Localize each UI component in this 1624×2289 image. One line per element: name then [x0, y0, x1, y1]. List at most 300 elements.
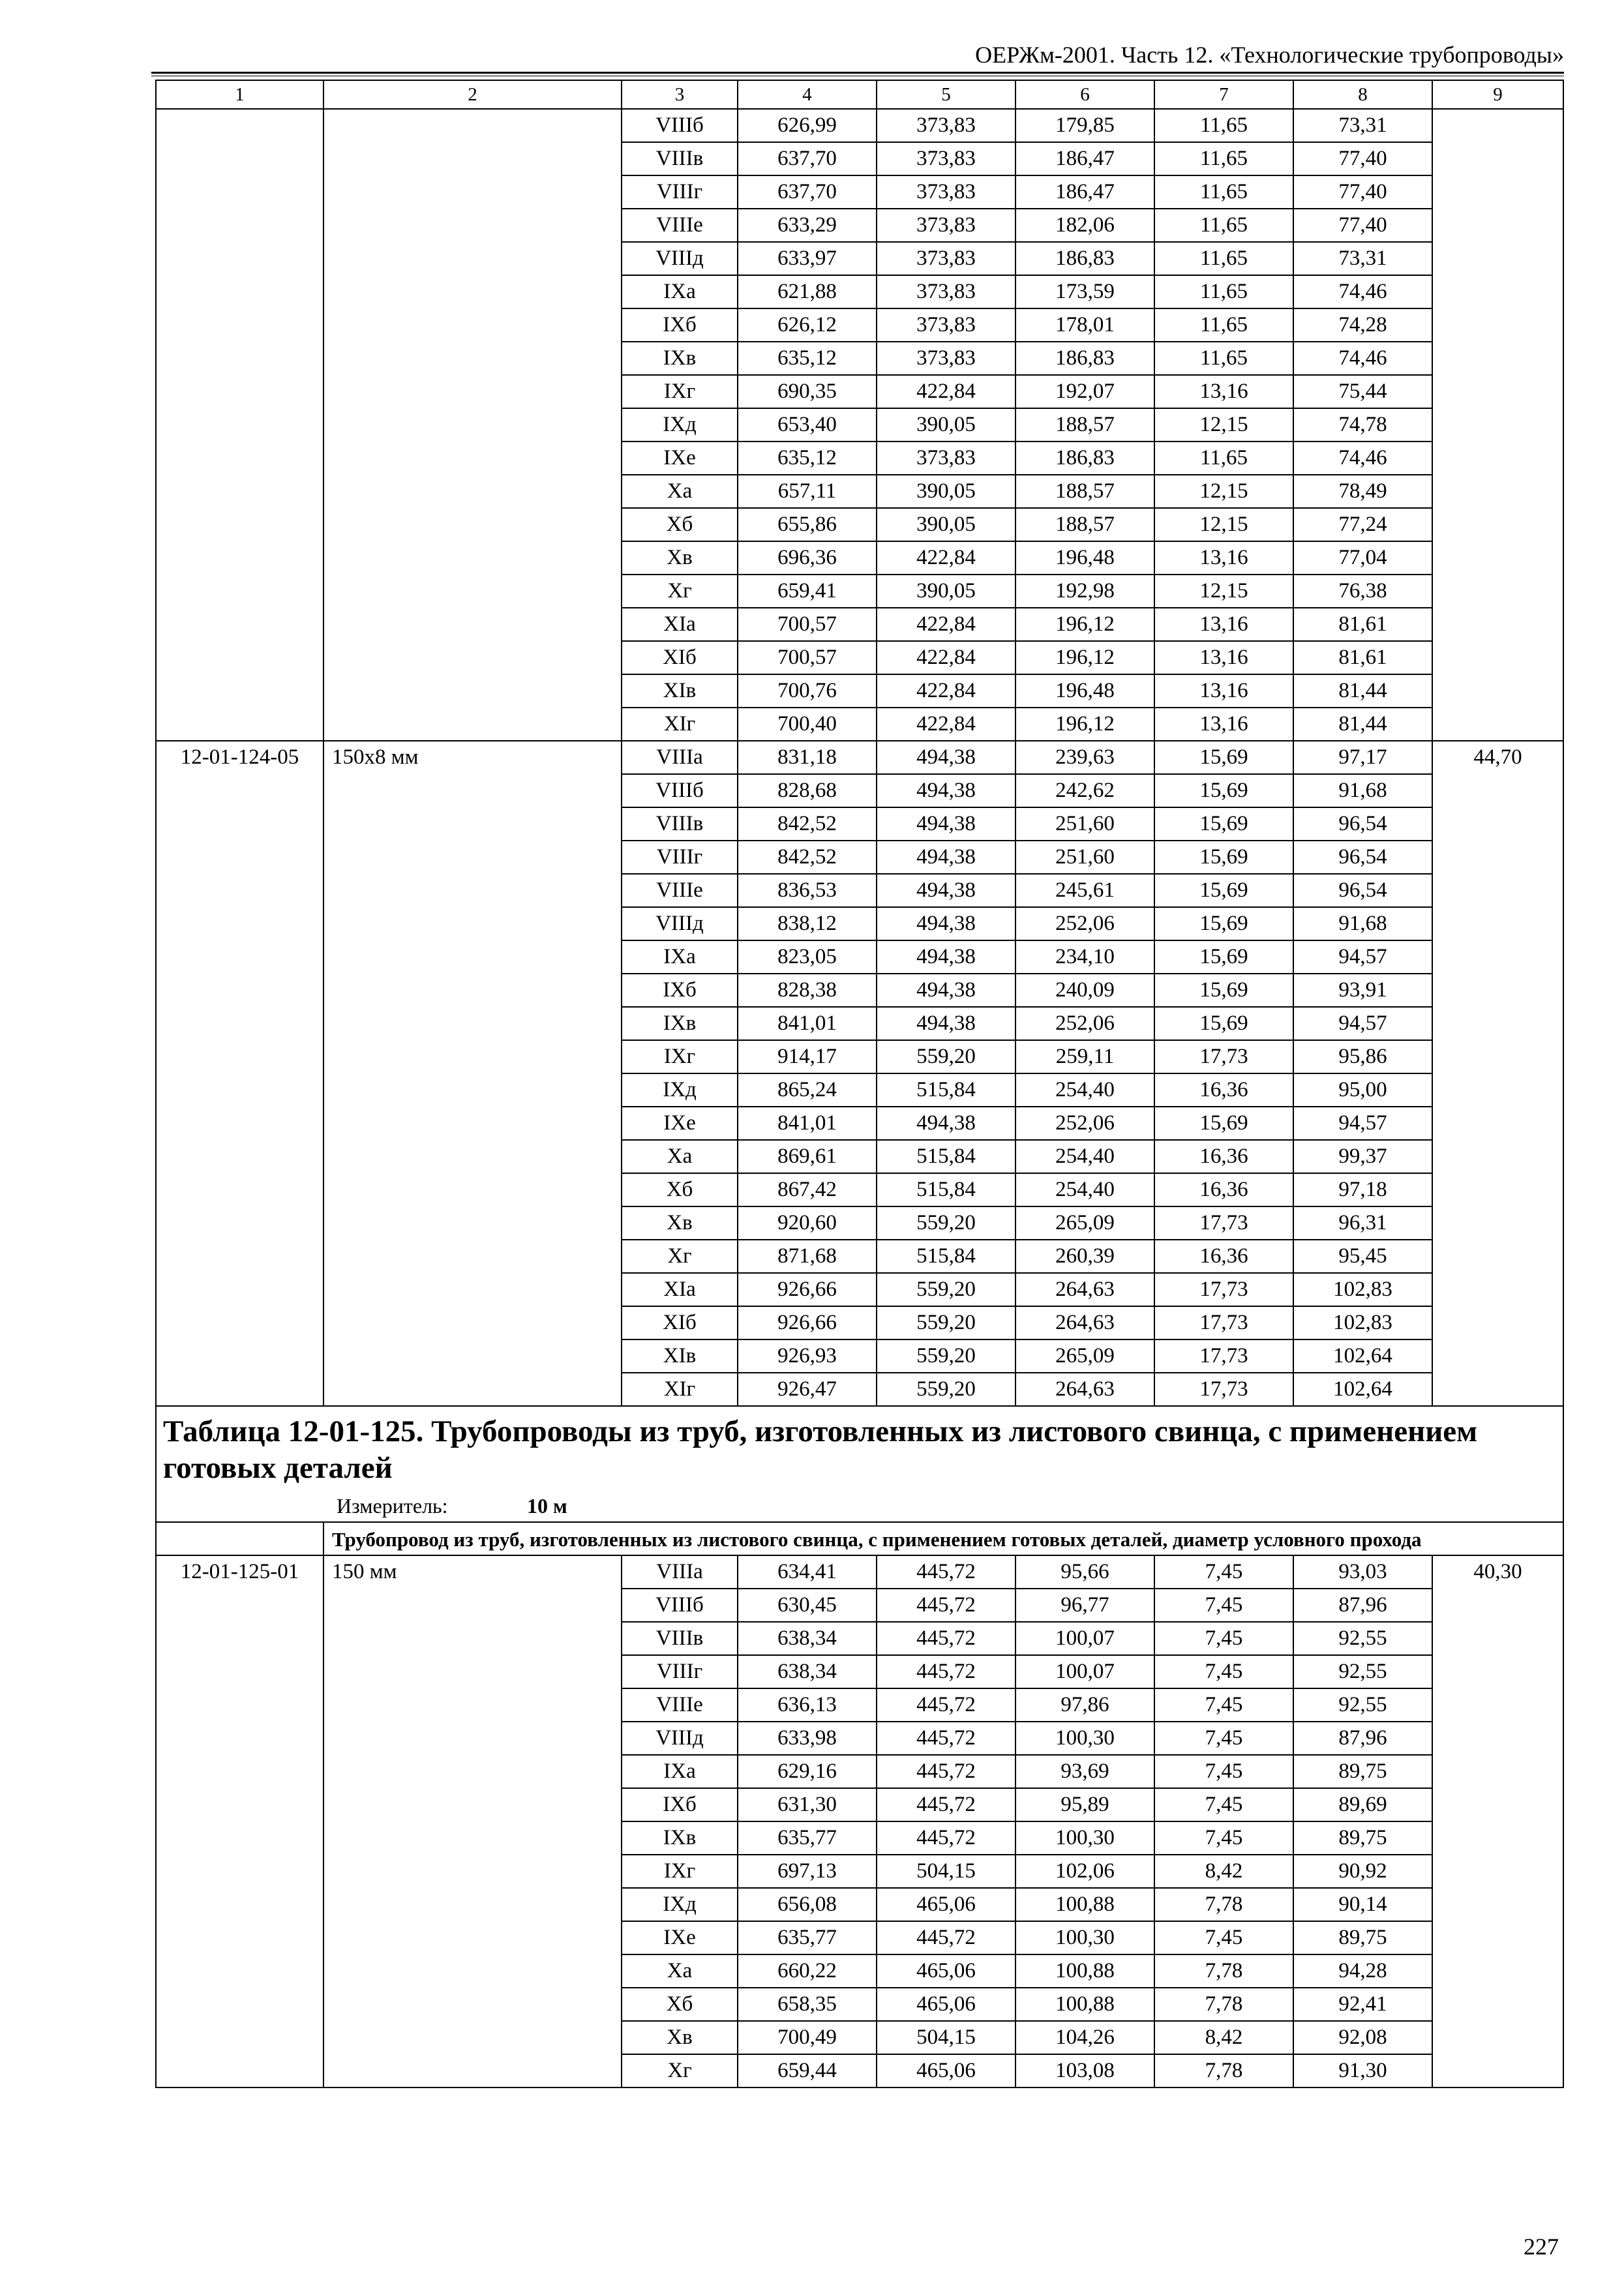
value-cell: 633,29 [738, 209, 877, 242]
value-cell: 445,72 [877, 1788, 1015, 1821]
value-cell: 93,91 [1293, 974, 1432, 1007]
value-cell: 373,83 [877, 142, 1015, 175]
value-cell: 74,46 [1293, 342, 1432, 375]
zone-cell: IXг [622, 1855, 738, 1888]
page-header: ОЕРЖм-2001. Часть 12. «Технологические трубопроводы» [975, 42, 1564, 68]
value-cell: 657,11 [738, 475, 877, 508]
value-cell: 373,83 [877, 342, 1015, 375]
value-cell: 7,45 [1154, 1755, 1293, 1788]
value-cell: 100,88 [1015, 1954, 1154, 1988]
value-cell: 103,08 [1015, 2054, 1154, 2087]
value-cell: 494,38 [877, 907, 1015, 940]
value-cell: 87,96 [1293, 1722, 1432, 1755]
value-cell: 245,61 [1015, 874, 1154, 907]
zone-cell: VIIIв [622, 142, 738, 175]
value-cell: 196,12 [1015, 708, 1154, 741]
value-cell: 7,45 [1154, 1722, 1293, 1755]
value-cell: 95,89 [1015, 1788, 1154, 1821]
value-cell: 15,69 [1154, 974, 1293, 1007]
zone-cell: VIIIв [622, 1622, 738, 1655]
value-cell: 73,31 [1293, 109, 1432, 142]
item-code [156, 109, 323, 741]
zone-cell: Xв [622, 2021, 738, 2054]
value-cell: 629,16 [738, 1755, 877, 1788]
value-cell: 7,45 [1154, 1622, 1293, 1655]
value-cell: 77,40 [1293, 142, 1432, 175]
value-cell: 831,18 [738, 741, 877, 774]
zone-cell: IXб [622, 974, 738, 1007]
value-cell: 7,78 [1154, 1888, 1293, 1921]
value-cell: 178,01 [1015, 308, 1154, 342]
value-cell: 93,69 [1015, 1755, 1154, 1788]
value-cell: 7,78 [1154, 2054, 1293, 2087]
value-cell: 100,30 [1015, 1921, 1154, 1954]
value-cell: 504,15 [877, 2021, 1015, 2054]
value-cell: 11,65 [1154, 275, 1293, 308]
value-cell: 7,45 [1154, 1655, 1293, 1688]
value-cell: 422,84 [877, 674, 1015, 708]
value-cell: 7,78 [1154, 1954, 1293, 1988]
column-number: 5 [877, 80, 1015, 109]
value-cell: 465,06 [877, 1888, 1015, 1921]
zone-cell: IXб [622, 1788, 738, 1821]
value-cell: 422,84 [877, 708, 1015, 741]
value-cell: 7,45 [1154, 1555, 1293, 1589]
value-cell: 16,36 [1154, 1073, 1293, 1107]
value-cell: 12,15 [1154, 575, 1293, 608]
value-cell: 16,36 [1154, 1240, 1293, 1273]
column-number: 4 [738, 80, 877, 109]
item-name [323, 109, 622, 741]
zone-cell: XIa [622, 1273, 738, 1306]
value-cell: 655,86 [738, 508, 877, 541]
value-cell: 15,69 [1154, 774, 1293, 807]
subheading-code-cell [156, 1522, 323, 1555]
value-cell: 192,98 [1015, 575, 1154, 608]
value-cell: 94,28 [1293, 1954, 1432, 1988]
value-cell: 92,55 [1293, 1688, 1432, 1722]
value-cell: 100,30 [1015, 1722, 1154, 1755]
value-cell: 259,11 [1015, 1040, 1154, 1073]
value-cell: 7,45 [1154, 1688, 1293, 1722]
value-cell: 96,54 [1293, 841, 1432, 874]
zone-cell: VIIIд [622, 1722, 738, 1755]
zone-cell: IXг [622, 1040, 738, 1073]
value-cell: 635,77 [738, 1921, 877, 1954]
value-cell: 494,38 [877, 1007, 1015, 1040]
table-title: Таблица 12-01-125. Трубопроводы из труб, изготовленных из листового свинца, с применением готовых деталей [163, 1414, 1478, 1485]
value-cell: 81,44 [1293, 674, 1432, 708]
zone-cell: Xг [622, 2054, 738, 2087]
column-number: 8 [1293, 80, 1432, 109]
value-cell: 638,34 [738, 1622, 877, 1655]
value-cell: 100,30 [1015, 1821, 1154, 1855]
value-cell: 914,17 [738, 1040, 877, 1073]
value-cell: 390,05 [877, 475, 1015, 508]
value-cell: 626,12 [738, 308, 877, 342]
value-cell: 631,30 [738, 1788, 877, 1821]
value-cell: 12,15 [1154, 408, 1293, 441]
value-cell: 690,35 [738, 375, 877, 408]
value-cell: 102,83 [1293, 1273, 1432, 1306]
zone-cell: IXб [622, 308, 738, 342]
zone-cell: VIIIг [622, 841, 738, 874]
value-cell: 700,40 [738, 708, 877, 741]
value-cell: 81,44 [1293, 708, 1432, 741]
value-cell: 871,68 [738, 1240, 877, 1273]
value-cell: 15,69 [1154, 940, 1293, 974]
value-cell: 196,48 [1015, 541, 1154, 575]
zone-cell: VIIIе [622, 209, 738, 242]
value-cell: 254,40 [1015, 1140, 1154, 1173]
item-code: 12-01-125-01 [156, 1555, 323, 2087]
value-cell: 74,78 [1293, 408, 1432, 441]
zone-cell: VIIIг [622, 175, 738, 209]
value-cell: 841,01 [738, 1007, 877, 1040]
value-cell: 188,57 [1015, 408, 1154, 441]
value-cell: 252,06 [1015, 907, 1154, 940]
value-cell: 842,52 [738, 841, 877, 874]
value-cell: 869,61 [738, 1140, 877, 1173]
value-cell: 89,75 [1293, 1755, 1432, 1788]
value-cell: 12,15 [1154, 508, 1293, 541]
value-cell: 926,93 [738, 1339, 877, 1373]
value-cell: 838,12 [738, 907, 877, 940]
zone-cell: Xв [622, 541, 738, 575]
value-cell: 102,64 [1293, 1373, 1432, 1406]
value-cell: 445,72 [877, 1589, 1015, 1622]
value-cell: 77,40 [1293, 175, 1432, 209]
value-cell: 16,36 [1154, 1140, 1293, 1173]
value-cell: 494,38 [877, 974, 1015, 1007]
zone-cell: XIв [622, 674, 738, 708]
value-cell: 91,30 [1293, 2054, 1432, 2087]
item-name: 150 мм [323, 1555, 622, 2087]
value-cell: 16,36 [1154, 1173, 1293, 1206]
value-cell: 260,39 [1015, 1240, 1154, 1273]
value-cell: 17,73 [1154, 1273, 1293, 1306]
value-cell: 15,69 [1154, 874, 1293, 907]
value-cell: 638,34 [738, 1655, 877, 1688]
value-cell: 11,65 [1154, 109, 1293, 142]
value-cell: 635,12 [738, 441, 877, 475]
zone-cell: Xб [622, 1988, 738, 2021]
value-cell: 926,47 [738, 1373, 877, 1406]
value-cell: 87,96 [1293, 1589, 1432, 1622]
value-cell: 186,83 [1015, 441, 1154, 475]
zone-cell: IXе [622, 441, 738, 475]
zone-cell: VIIIб [622, 109, 738, 142]
value-cell: 15,69 [1154, 807, 1293, 841]
value-cell: 11,65 [1154, 242, 1293, 275]
value-cell: 73,31 [1293, 242, 1432, 275]
value-cell: 254,40 [1015, 1073, 1154, 1107]
table-125-body [156, 1555, 1563, 2087]
value-cell: 465,06 [877, 2054, 1015, 2087]
zone-cell: IXa [622, 275, 738, 308]
value-cell: 373,83 [877, 109, 1015, 142]
value-cell: 15,69 [1154, 907, 1293, 940]
zone-cell: Xв [622, 1206, 738, 1240]
value-cell: 390,05 [877, 575, 1015, 608]
subheading-row [156, 1522, 1563, 1555]
value-cell: 494,38 [877, 1107, 1015, 1140]
value-cell: 445,72 [877, 1755, 1015, 1788]
value-cell: 11,65 [1154, 342, 1293, 375]
column-numbers-row [156, 80, 1563, 109]
zone-cell: XIб [622, 1306, 738, 1339]
zone-cell: VIIIa [622, 1555, 738, 1589]
value-cell: 94,57 [1293, 940, 1432, 974]
value-cell: 13,16 [1154, 641, 1293, 674]
zone-cell: VIIIa [622, 741, 738, 774]
value-cell: 239,63 [1015, 741, 1154, 774]
value-cell: 515,84 [877, 1173, 1015, 1206]
value-cell: 95,00 [1293, 1073, 1432, 1107]
table-title-cell [156, 1406, 1563, 1522]
value-cell: 93,03 [1293, 1555, 1432, 1589]
value-cell: 265,09 [1015, 1339, 1154, 1373]
value-cell: 77,40 [1293, 209, 1432, 242]
zone-cell: IXд [622, 408, 738, 441]
value-cell: 92,55 [1293, 1655, 1432, 1688]
value-cell: 13,16 [1154, 608, 1293, 641]
value-cell: 494,38 [877, 807, 1015, 841]
value-cell: 92,41 [1293, 1988, 1432, 2021]
value-cell: 559,20 [877, 1206, 1015, 1240]
column-number: 2 [323, 80, 622, 109]
value-cell: 102,06 [1015, 1855, 1154, 1888]
value-cell: 186,83 [1015, 342, 1154, 375]
value-cell: 96,54 [1293, 807, 1432, 841]
value-cell: 390,05 [877, 408, 1015, 441]
value-cell: 8,42 [1154, 1855, 1293, 1888]
value-cell: 8,42 [1154, 2021, 1293, 2054]
table-subheading: Трубопровод из труб, изготовленных из листового свинца, с применением готовых деталей, диаметр условного прохода [323, 1522, 1563, 1555]
value-cell: 659,44 [738, 2054, 877, 2087]
value-cell: 15,69 [1154, 1007, 1293, 1040]
value-cell: 11,65 [1154, 209, 1293, 242]
value-cell: 373,83 [877, 209, 1015, 242]
value-cell: 182,06 [1015, 209, 1154, 242]
value-cell: 841,01 [738, 1107, 877, 1140]
value-cell: 13,16 [1154, 375, 1293, 408]
value-cell: 264,63 [1015, 1273, 1154, 1306]
value-cell: 192,07 [1015, 375, 1154, 408]
value-cell: 196,12 [1015, 641, 1154, 674]
table-row [156, 741, 1563, 774]
value-cell: 630,45 [738, 1589, 877, 1622]
zone-cell: Xa [622, 1954, 738, 1988]
value-cell: 74,46 [1293, 275, 1432, 308]
value-cell: 700,76 [738, 674, 877, 708]
value-cell: 515,84 [877, 1140, 1015, 1173]
value-cell: 96,54 [1293, 874, 1432, 907]
value-cell: 633,98 [738, 1722, 877, 1755]
column-number: 7 [1154, 80, 1293, 109]
value-cell: 100,88 [1015, 1988, 1154, 2021]
zone-cell: XIв [622, 1339, 738, 1373]
value-cell: 445,72 [877, 1722, 1015, 1755]
value-cell: 186,47 [1015, 175, 1154, 209]
value-cell: 700,57 [738, 641, 877, 674]
value-cell: 422,84 [877, 608, 1015, 641]
value-cell: 240,09 [1015, 974, 1154, 1007]
table-row [156, 1555, 1563, 1589]
value-cell: 89,75 [1293, 1821, 1432, 1855]
zone-cell: Xб [622, 1173, 738, 1206]
measure-row [163, 1493, 1556, 1521]
column-number: 9 [1432, 80, 1563, 109]
value-cell: 7,45 [1154, 1821, 1293, 1855]
item-code: 12-01-124-05 [156, 741, 323, 1406]
value-cell: 12,15 [1154, 475, 1293, 508]
value-cell: 13,16 [1154, 708, 1293, 741]
value-cell: 445,72 [877, 1555, 1015, 1589]
zone-cell: XIг [622, 708, 738, 741]
value-cell: 465,06 [877, 1988, 1015, 2021]
zone-cell: VIIIб [622, 774, 738, 807]
value-cell: 635,77 [738, 1821, 877, 1855]
value-cell: 11,65 [1154, 142, 1293, 175]
value-cell: 700,49 [738, 2021, 877, 2054]
value-cell: 658,35 [738, 1988, 877, 2021]
value-cell: 89,75 [1293, 1921, 1432, 1954]
value-cell: 15,69 [1154, 841, 1293, 874]
value-cell: 252,06 [1015, 1007, 1154, 1040]
value-cell: 74,28 [1293, 308, 1432, 342]
value-cell: 17,73 [1154, 1339, 1293, 1373]
value-cell: 445,72 [877, 1921, 1015, 1954]
value-cell: 92,55 [1293, 1622, 1432, 1655]
page-number: 227 [1524, 2234, 1559, 2260]
value-cell: 264,63 [1015, 1306, 1154, 1339]
zone-cell: IXв [622, 342, 738, 375]
header-rule [151, 72, 1564, 74]
value-cell: 636,13 [738, 1688, 877, 1722]
value-cell: 828,38 [738, 974, 877, 1007]
value-cell: 11,65 [1154, 441, 1293, 475]
value-cell: 836,53 [738, 874, 877, 907]
zone-cell: VIIIд [622, 242, 738, 275]
column-number: 1 [156, 80, 323, 109]
value-cell: 823,05 [738, 940, 877, 974]
value-cell: 76,38 [1293, 575, 1432, 608]
value-cell: 865,24 [738, 1073, 877, 1107]
measure-value: 10 м [527, 1494, 567, 1518]
value-cell: 920,60 [738, 1206, 877, 1240]
value-cell: 656,08 [738, 1888, 877, 1921]
value-cell: 373,83 [877, 175, 1015, 209]
zone-cell: Xa [622, 475, 738, 508]
zone-cell: VIIIв [622, 807, 738, 841]
value-cell: 559,20 [877, 1306, 1015, 1339]
value-cell: 186,47 [1015, 142, 1154, 175]
value-cell: 494,38 [877, 741, 1015, 774]
zone-cell: IXв [622, 1821, 738, 1855]
value-cell: 559,20 [877, 1273, 1015, 1306]
value-cell: 15,69 [1154, 741, 1293, 774]
labor-rate: 40,30 [1432, 1555, 1563, 2087]
value-cell: 422,84 [877, 641, 1015, 674]
value-cell: 97,18 [1293, 1173, 1432, 1206]
value-cell: 422,84 [877, 375, 1015, 408]
zone-cell: IXе [622, 1921, 738, 1954]
value-cell: 81,61 [1293, 641, 1432, 674]
value-cell: 251,60 [1015, 807, 1154, 841]
value-cell: 265,09 [1015, 1206, 1154, 1240]
zone-cell: Xa [622, 1140, 738, 1173]
value-cell: 390,05 [877, 508, 1015, 541]
zone-cell: XIг [622, 1373, 738, 1406]
value-cell: 95,45 [1293, 1240, 1432, 1273]
value-cell: 92,08 [1293, 2021, 1432, 2054]
value-cell: 696,36 [738, 541, 877, 575]
value-cell: 445,72 [877, 1688, 1015, 1722]
value-cell: 17,73 [1154, 1040, 1293, 1073]
value-cell: 97,86 [1015, 1688, 1154, 1722]
zone-cell: IXв [622, 1007, 738, 1040]
value-cell: 100,88 [1015, 1888, 1154, 1921]
column-number: 3 [622, 80, 738, 109]
value-cell: 7,78 [1154, 1988, 1293, 2021]
value-cell: 94,57 [1293, 1007, 1432, 1040]
column-number: 6 [1015, 80, 1154, 109]
value-cell: 373,83 [877, 308, 1015, 342]
value-cell: 660,22 [738, 1954, 877, 1988]
value-cell: 91,68 [1293, 907, 1432, 940]
value-cell: 78,49 [1293, 475, 1432, 508]
value-cell: 95,66 [1015, 1555, 1154, 1589]
value-cell: 515,84 [877, 1073, 1015, 1107]
value-cell: 626,99 [738, 109, 877, 142]
value-cell: 7,45 [1154, 1921, 1293, 1954]
table-body [156, 80, 1563, 1406]
zone-cell: VIIIе [622, 874, 738, 907]
zone-cell: IXе [622, 1107, 738, 1140]
value-cell: 659,41 [738, 575, 877, 608]
value-cell: 373,83 [877, 275, 1015, 308]
zone-cell: XIa [622, 608, 738, 641]
value-cell: 653,40 [738, 408, 877, 441]
value-cell: 697,13 [738, 1855, 877, 1888]
value-cell: 494,38 [877, 774, 1015, 807]
value-cell: 100,07 [1015, 1622, 1154, 1655]
value-cell: 102,83 [1293, 1306, 1432, 1339]
value-cell: 504,15 [877, 1855, 1015, 1888]
value-cell: 179,85 [1015, 109, 1154, 142]
value-cell: 7,45 [1154, 1589, 1293, 1622]
table-title-row [156, 1406, 1563, 1522]
value-cell: 96,31 [1293, 1206, 1432, 1240]
measure-label: Измеритель: [337, 1494, 448, 1518]
zone-cell: VIIIг [622, 1655, 738, 1688]
value-cell: 559,20 [877, 1339, 1015, 1373]
value-cell: 96,77 [1015, 1589, 1154, 1622]
value-cell: 99,37 [1293, 1140, 1432, 1173]
value-cell: 445,72 [877, 1655, 1015, 1688]
value-cell: 17,73 [1154, 1373, 1293, 1406]
labor-rate: 44,70 [1432, 741, 1563, 1406]
value-cell: 621,88 [738, 275, 877, 308]
value-cell: 104,26 [1015, 2021, 1154, 2054]
value-cell: 637,70 [738, 142, 877, 175]
value-cell: 11,65 [1154, 175, 1293, 209]
zone-cell: IXг [622, 375, 738, 408]
value-cell: 90,14 [1293, 1888, 1432, 1921]
zone-cell: Xб [622, 508, 738, 541]
value-cell: 188,57 [1015, 475, 1154, 508]
